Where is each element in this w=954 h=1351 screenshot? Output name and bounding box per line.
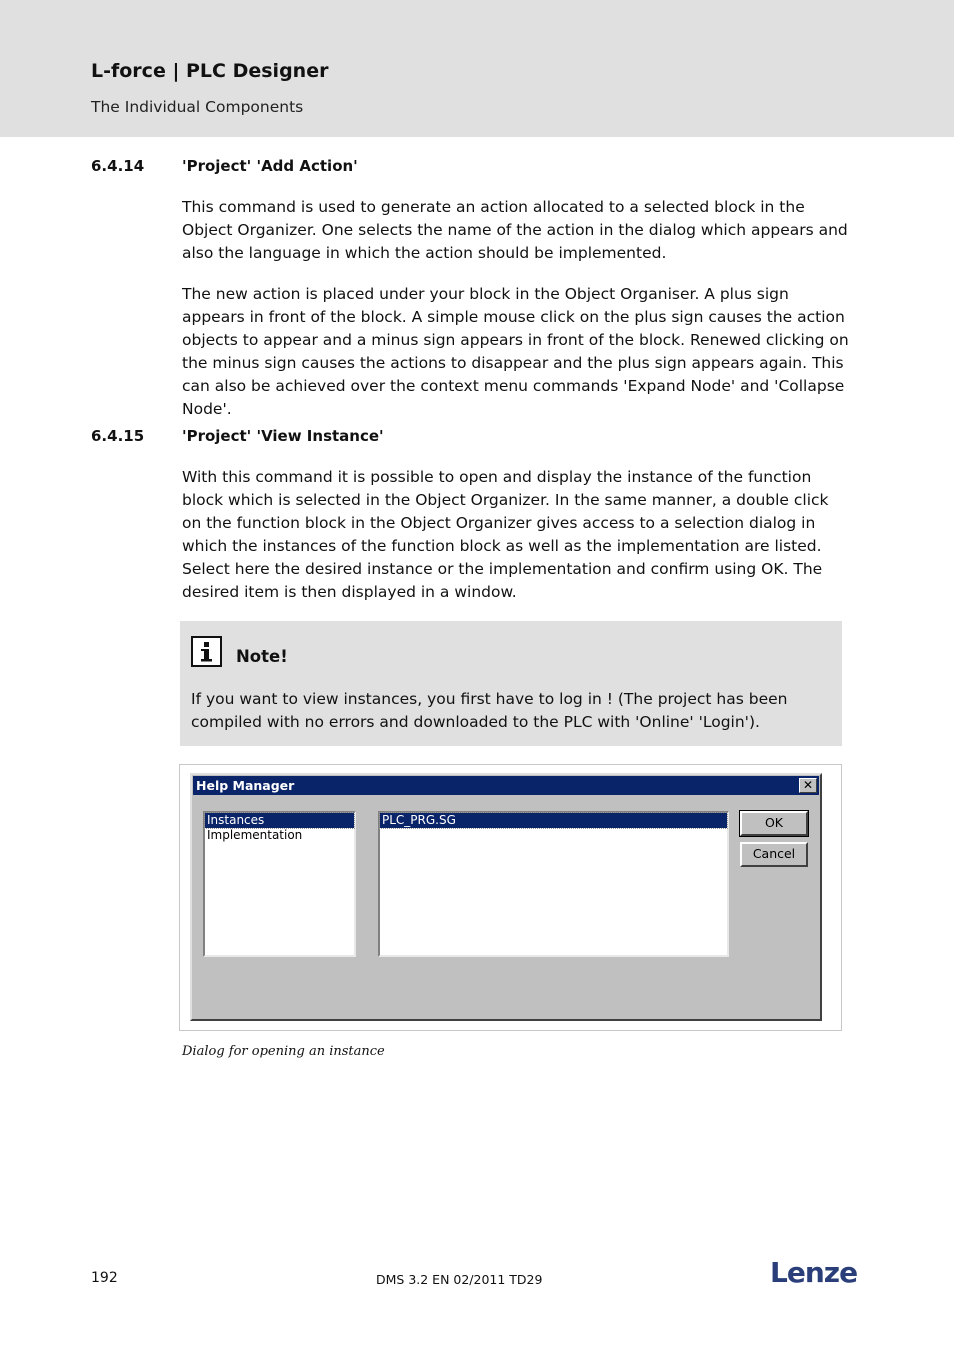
dialog-titlebar	[193, 776, 819, 795]
figure-frame	[179, 764, 842, 1031]
ok-button[interactable]: OK	[740, 811, 808, 836]
section-title: 'Project' 'Add Action'	[182, 157, 358, 175]
lenze-logo: Lenze	[770, 1256, 858, 1289]
info-icon	[191, 636, 222, 667]
figure-caption: Dialog for opening an instance	[182, 1044, 385, 1059]
page-header	[0, 0, 954, 137]
note-box	[180, 621, 842, 746]
header-title: L-force | PLC Designer	[91, 60, 329, 82]
note-text: If you want to view instances, you first have to log in ! (The project has been compiled with no errors and downloaded to the PLC with 'Online' 'Login').	[191, 690, 788, 731]
paragraph: With this command it is possible to open and display the instance of the function block which is selected in the Object Organizer. In the same manner, a double click on the function block in the Object Organizer gives access to a selection dialog in which the instances of the function block as well as the implementation are listed. Select here the desired instance or the implementation and confirm using OK. The desired item is then displayed in a window.	[182, 468, 829, 601]
list-item[interactable]: PLC_PRG.SG	[380, 813, 727, 828]
paragraph: The new action is placed under your block in the Object Organiser. A plus sign appears in front of the block. A simple mouse click on the plus sign causes the action objects to appear and a minus sign appears in front of the block. Renewed clicking on the minus sign causes the actions to disappear and the plus sign appears again. This can also be achieved over the context menu commands 'Expand Node' and 'Collapse Node'.	[182, 285, 849, 418]
cancel-button[interactable]: Cancel	[740, 842, 808, 867]
header-subtitle: The Individual Components	[91, 98, 304, 116]
document-id: DMS 3.2 EN 02/2011 TD29	[376, 1272, 543, 1287]
list-item[interactable]: Implementation	[207, 828, 303, 842]
paragraph: This command is used to generate an action allocated to a selected block in the Object Organizer. One selects the name of the action in the dialog which appears and also the language in which the action should be implemented.	[182, 198, 848, 262]
section-title: 'Project' 'View Instance'	[182, 427, 384, 445]
help-manager-dialog	[190, 773, 822, 1021]
section-number: 6.4.14	[91, 157, 145, 175]
note-title: Note!	[236, 647, 288, 666]
close-icon[interactable]: ✕	[799, 778, 817, 793]
section-number: 6.4.15	[91, 427, 145, 445]
list-item[interactable]: Instances	[205, 813, 354, 828]
dialog-title: Help Manager	[196, 778, 295, 793]
instance-detail-listbox[interactable]	[378, 811, 729, 957]
instances-listbox[interactable]	[203, 811, 356, 957]
page-number: 192	[91, 1270, 118, 1286]
